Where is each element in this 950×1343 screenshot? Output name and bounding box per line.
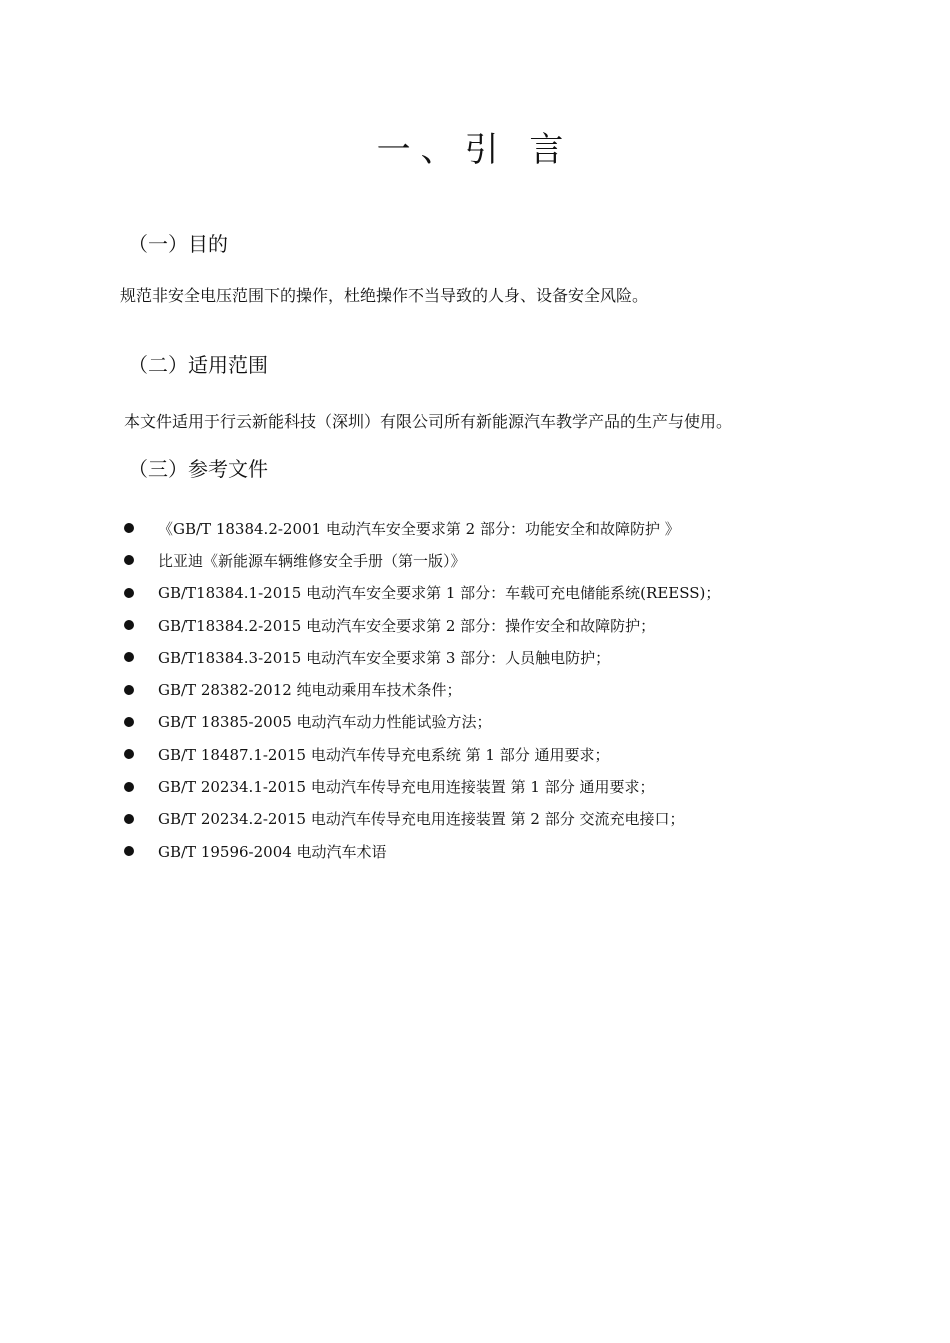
list-item (124, 738, 720, 770)
reference-text: GB/T 20234.2-2015 电动汽车传导充电用连接装置 第 2 部分 交流充电接口； (158, 810, 685, 829)
reference-text: GB/T 28382-2012 纯电动乘用车技术条件； (158, 681, 462, 700)
list-item (124, 770, 720, 802)
scope-text: 本文件适用于行云新能科技（深圳）有限公司所有新能源汽车教学产品的生产与使用。 (124, 412, 733, 431)
section-heading-scope: （二）适用范围 (128, 353, 268, 377)
reference-text: GB/T 19596-2004 电动汽车术语 (158, 842, 387, 861)
reference-text: GB/T18384.3-2015 电动汽车安全要求第 3 部分：人员触电防护； (158, 648, 611, 667)
bullet-icon (124, 555, 134, 565)
reference-list (124, 512, 720, 867)
bullet-icon (124, 620, 134, 630)
reference-text: GB/T18384.1-2015 电动汽车安全要求第 1 部分：车载可充电储能系统(REESS)； (158, 584, 721, 603)
section-heading-purpose: （一）目的 (128, 232, 228, 256)
list-item (124, 803, 720, 835)
section-heading-references: （三）参考文件 (128, 457, 268, 481)
purpose-text: 规范非安全电压范围下的操作，杜绝操作不当导致的人身、设备安全风险。 (120, 286, 649, 305)
bullet-icon (124, 814, 134, 824)
bullet-icon (124, 846, 134, 856)
bullet-icon (124, 782, 134, 792)
reference-text: 比亚迪《新能源车辆维修安全手册（第一版）》 (158, 551, 466, 570)
list-item (124, 512, 720, 544)
bullet-icon (124, 685, 134, 695)
reference-text: GB/T 20234.1-2015 电动汽车传导充电用连接装置 第 1 部分 通用要求； (158, 778, 655, 797)
bullet-icon (124, 523, 134, 533)
reference-text: GB/T18384.2-2015 电动汽车安全要求第 2 部分：操作安全和故障防护； (158, 616, 656, 635)
list-item (124, 706, 720, 738)
list-item (124, 835, 720, 867)
bullet-icon (124, 717, 134, 727)
bullet-icon (124, 588, 134, 598)
list-item (124, 609, 720, 641)
bullet-icon (124, 749, 134, 759)
list-item (124, 544, 720, 576)
list-item (124, 673, 720, 705)
bullet-icon (124, 652, 134, 662)
page-title: 一、引 言 (376, 130, 574, 170)
list-item (124, 641, 720, 673)
list-item (124, 577, 720, 609)
reference-text: 《GB/T 18384.2-2001 电动汽车安全要求第 2 部分：功能安全和故障防护 》 (158, 519, 680, 538)
reference-text: GB/T 18385-2005 电动汽车动力性能试验方法； (158, 713, 492, 732)
reference-text: GB/T 18487.1-2015 电动汽车传导充电系统 第 1 部分 通用要求； (158, 745, 610, 764)
